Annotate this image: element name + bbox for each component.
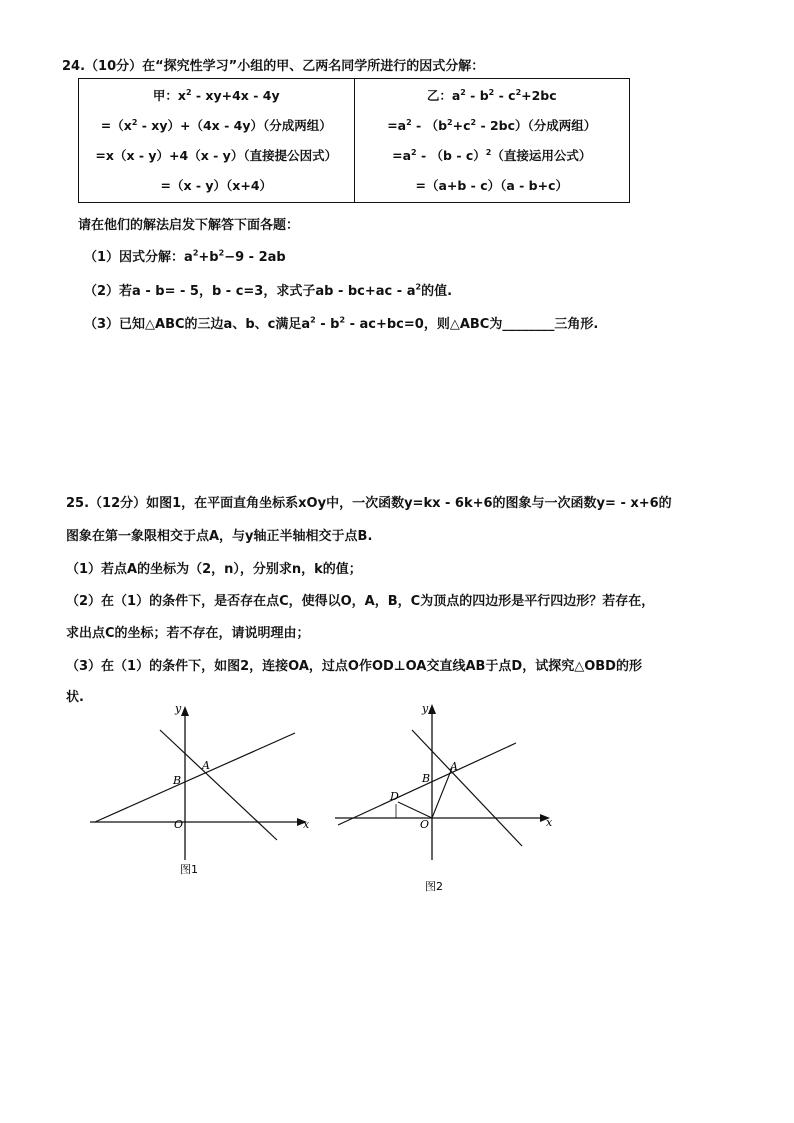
fig1-label-b: B	[173, 774, 182, 787]
fig1-label-x: x	[303, 818, 310, 831]
jia-solution-cell	[79, 79, 355, 203]
fig1-label-o: O	[174, 818, 184, 831]
fig1-label-a: A	[202, 759, 210, 772]
fig1-line-kx	[95, 733, 295, 822]
fig2-caption: 图2	[425, 880, 443, 893]
jia-line-3: =x（x - y）+4（x - y）（直接提公因式）	[95, 148, 338, 163]
yi-line-2: $=a^2 - (b^2+c^2 - 2bc)$（分成两组）	[387, 117, 597, 133]
figure-2	[330, 700, 570, 900]
yi-line-4: =（a+b - c）（a - b+c）	[415, 178, 569, 193]
yi-line-3: $=a^2 - (b - c)^2$（直接运用公式）	[392, 147, 592, 163]
q25-stem-line2: 图象在第一象限相交于点A，与y轴正半轴相交于点B.	[66, 529, 373, 544]
q24-part1: （1）因式分解：$a^2+b^2-9 - 2ab$	[84, 248, 286, 265]
yi-line-1: 乙：$a^2 - b^2 - c^2+2bc$	[426, 87, 557, 103]
jia-line-2: $=(x^2 - xy)+(4x - 4y)$（分成两组）	[100, 117, 332, 133]
answer-blank[interactable]: ________	[502, 317, 555, 332]
fig2-segment-od	[398, 802, 432, 818]
fig2-label-d: D	[390, 790, 399, 803]
q24-part3: （3）已知△ABC的三边a、b、c满足$a^2 - b^2 - ac+bc=0$，则△ABC为________三角形.	[84, 315, 599, 332]
jia-line-1: 甲：$x^2 - xy+4x - 4y$	[152, 87, 280, 103]
q24-title: 24.（10分）在“探究性学习”小组的甲、乙两名同学所进行的因式分解：	[62, 59, 485, 74]
solution-table	[78, 78, 630, 203]
q25-part1: （1）若点A的坐标为（2，n），分别求n，k的值；	[66, 562, 362, 577]
q25-part3-line2: 状.	[66, 690, 84, 705]
q24-part2: （2）若a - b= - 5，b - c=3，求式子ab - $bc+ac - a^2$的值.	[84, 282, 453, 299]
fig1-caption: 图1	[180, 863, 198, 876]
jia-line-4: =（x - y）（x+4）	[160, 178, 273, 193]
fig1-y-arrow-icon	[181, 706, 189, 716]
fig2-y-arrow-icon	[428, 704, 436, 714]
q24-prompt: 请在他们的解法启发下解答下面各题：	[78, 218, 300, 233]
fig2-label-a: A	[450, 760, 458, 773]
fig2-label-o: O	[420, 818, 430, 831]
fig2-label-b: B	[422, 772, 431, 785]
q25-part3-line1: （3）在（1）的条件下，如图2，连接OA，过点O作OD⊥OA交直线AB于点D，试探究△OBD的形	[66, 659, 642, 674]
q25-part2-line1: （2）在（1）的条件下，是否存在点C，使得以O，A，B，C为顶点的四边形是平行四边形？若存在，	[66, 594, 655, 609]
q25-part2-line2: 求出点C的坐标；若不存在，请说明理由；	[66, 626, 310, 641]
figure-1	[85, 700, 325, 880]
yi-solution-cell	[354, 79, 630, 203]
fig2-segment-oa	[432, 768, 452, 818]
fig2-label-x: x	[546, 816, 553, 829]
fig1-label-y: y	[175, 702, 182, 715]
q25-stem-line1: 25.（12分）如图1，在平面直角坐标系xOy中，一次函数y=kx - 6k+6的图象与一次函数y= - x+6的	[66, 496, 672, 511]
fig2-label-y: y	[422, 702, 429, 715]
